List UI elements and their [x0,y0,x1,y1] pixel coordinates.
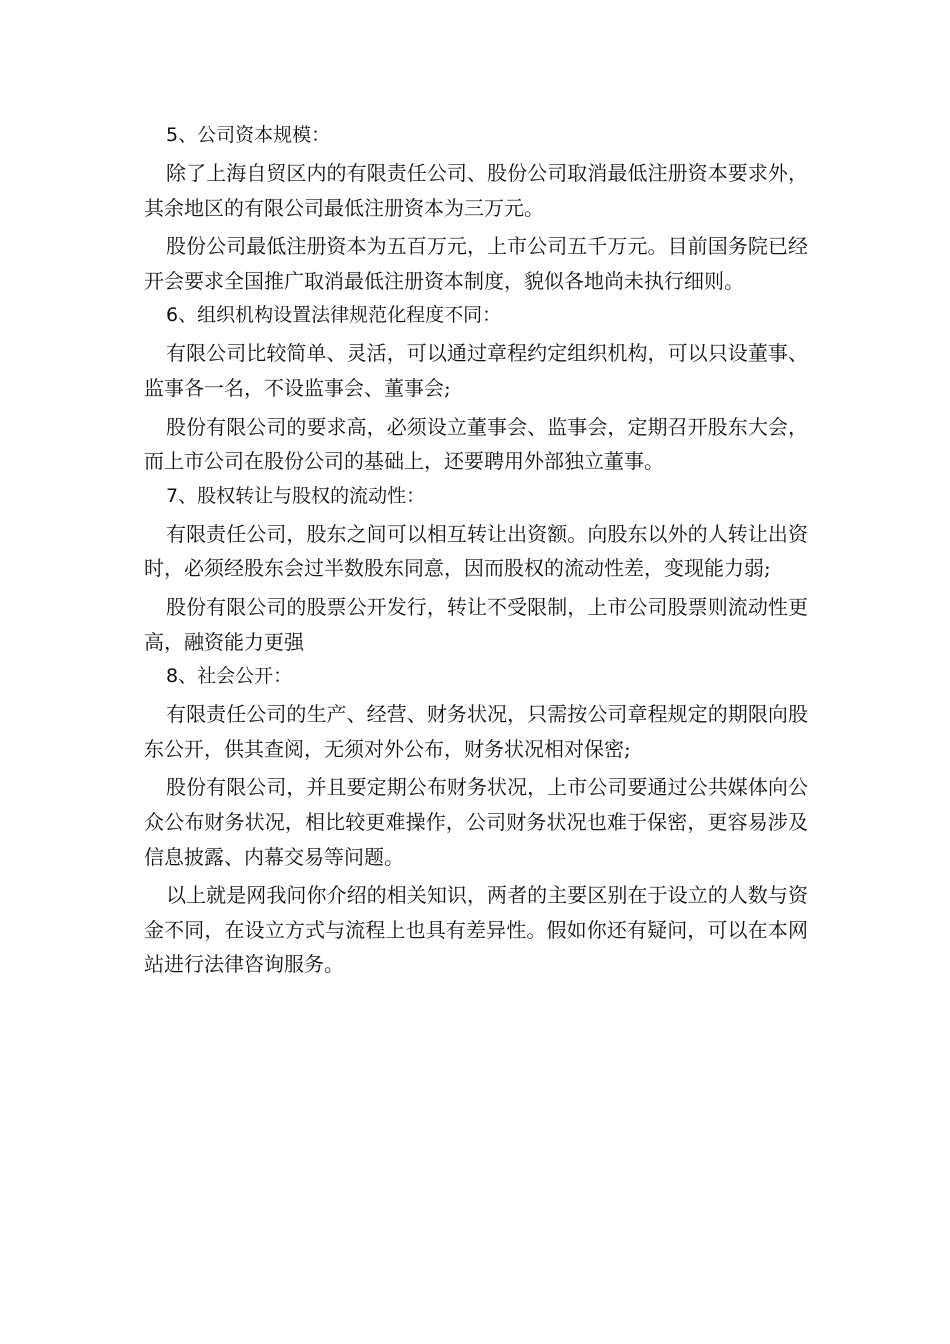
document-page [144,118,808,982]
paragraph-capital-2: 股份公司最低注册资本为五百万元，上市公司五千万元。目前国务院已经开会要求全国推广取消最低注册资本制度，貌似各地尚未执行细则。 [144,234,808,293]
section-heading-organization: 6、组织机构设置法律规范化程度不同： [166,304,502,327]
paragraph-conclusion: 以上就是网我问你介绍的相关知识，两者的主要区别在于设立的人数与资金不同，在设立方式与流程上也具有差异性。假如你还有疑问，可以在本网站进行法律咨询服务。 [144,883,808,977]
paragraph-disclosure-2: 股份有限公司，并且要定期公布财务状况，上市公司要通过公共媒体向公众公布财务状况，相比较更难操作，公司财务状况也难于保密，更容易涉及信息披露、内幕交易等问题。 [144,775,808,869]
paragraph-disclosure-1: 有限责任公司的生产、经营、财务状况，只需按公司章程规定的期限向股东公开，供其查阅，无须对外公布，财务状况相对保密; [144,702,808,761]
section-heading-disclosure: 8、社会公开： [166,665,293,688]
paragraph-equity-transfer-1: 有限责任公司，股东之间可以相互转让出资额。向股东以外的人转让出资时，必须经股东会过半数股东同意，因而股权的流动性差，变现能力弱; [144,521,808,581]
paragraph-organization-2: 股份有限公司的要求高，必须设立董事会、监事会，定期召开股东大会，而上市公司在股份公司的基础上，还要聘用外部独立董事。 [144,414,808,474]
paragraph-organization-1: 有限公司比较简单、灵活，可以通过章程约定组织机构，可以只设董事、监事各一名，不设监事会、董事会; [144,341,808,400]
section-heading-capital: 5、公司资本规模： [166,124,331,146]
section-heading-equity-transfer: 7、股权转让与股权的流动性： [166,484,426,507]
paragraph-equity-transfer-2: 股份有限公司的股票公开发行，转让不受限制，上市公司股票则流动性更高，融资能力更强 [144,594,808,654]
paragraph-capital-1: 除了上海自贸区内的有限责任公司、股份公司取消最低注册资本要求外，其余地区的有限公司最低注册资本为三万元。 [144,161,808,220]
